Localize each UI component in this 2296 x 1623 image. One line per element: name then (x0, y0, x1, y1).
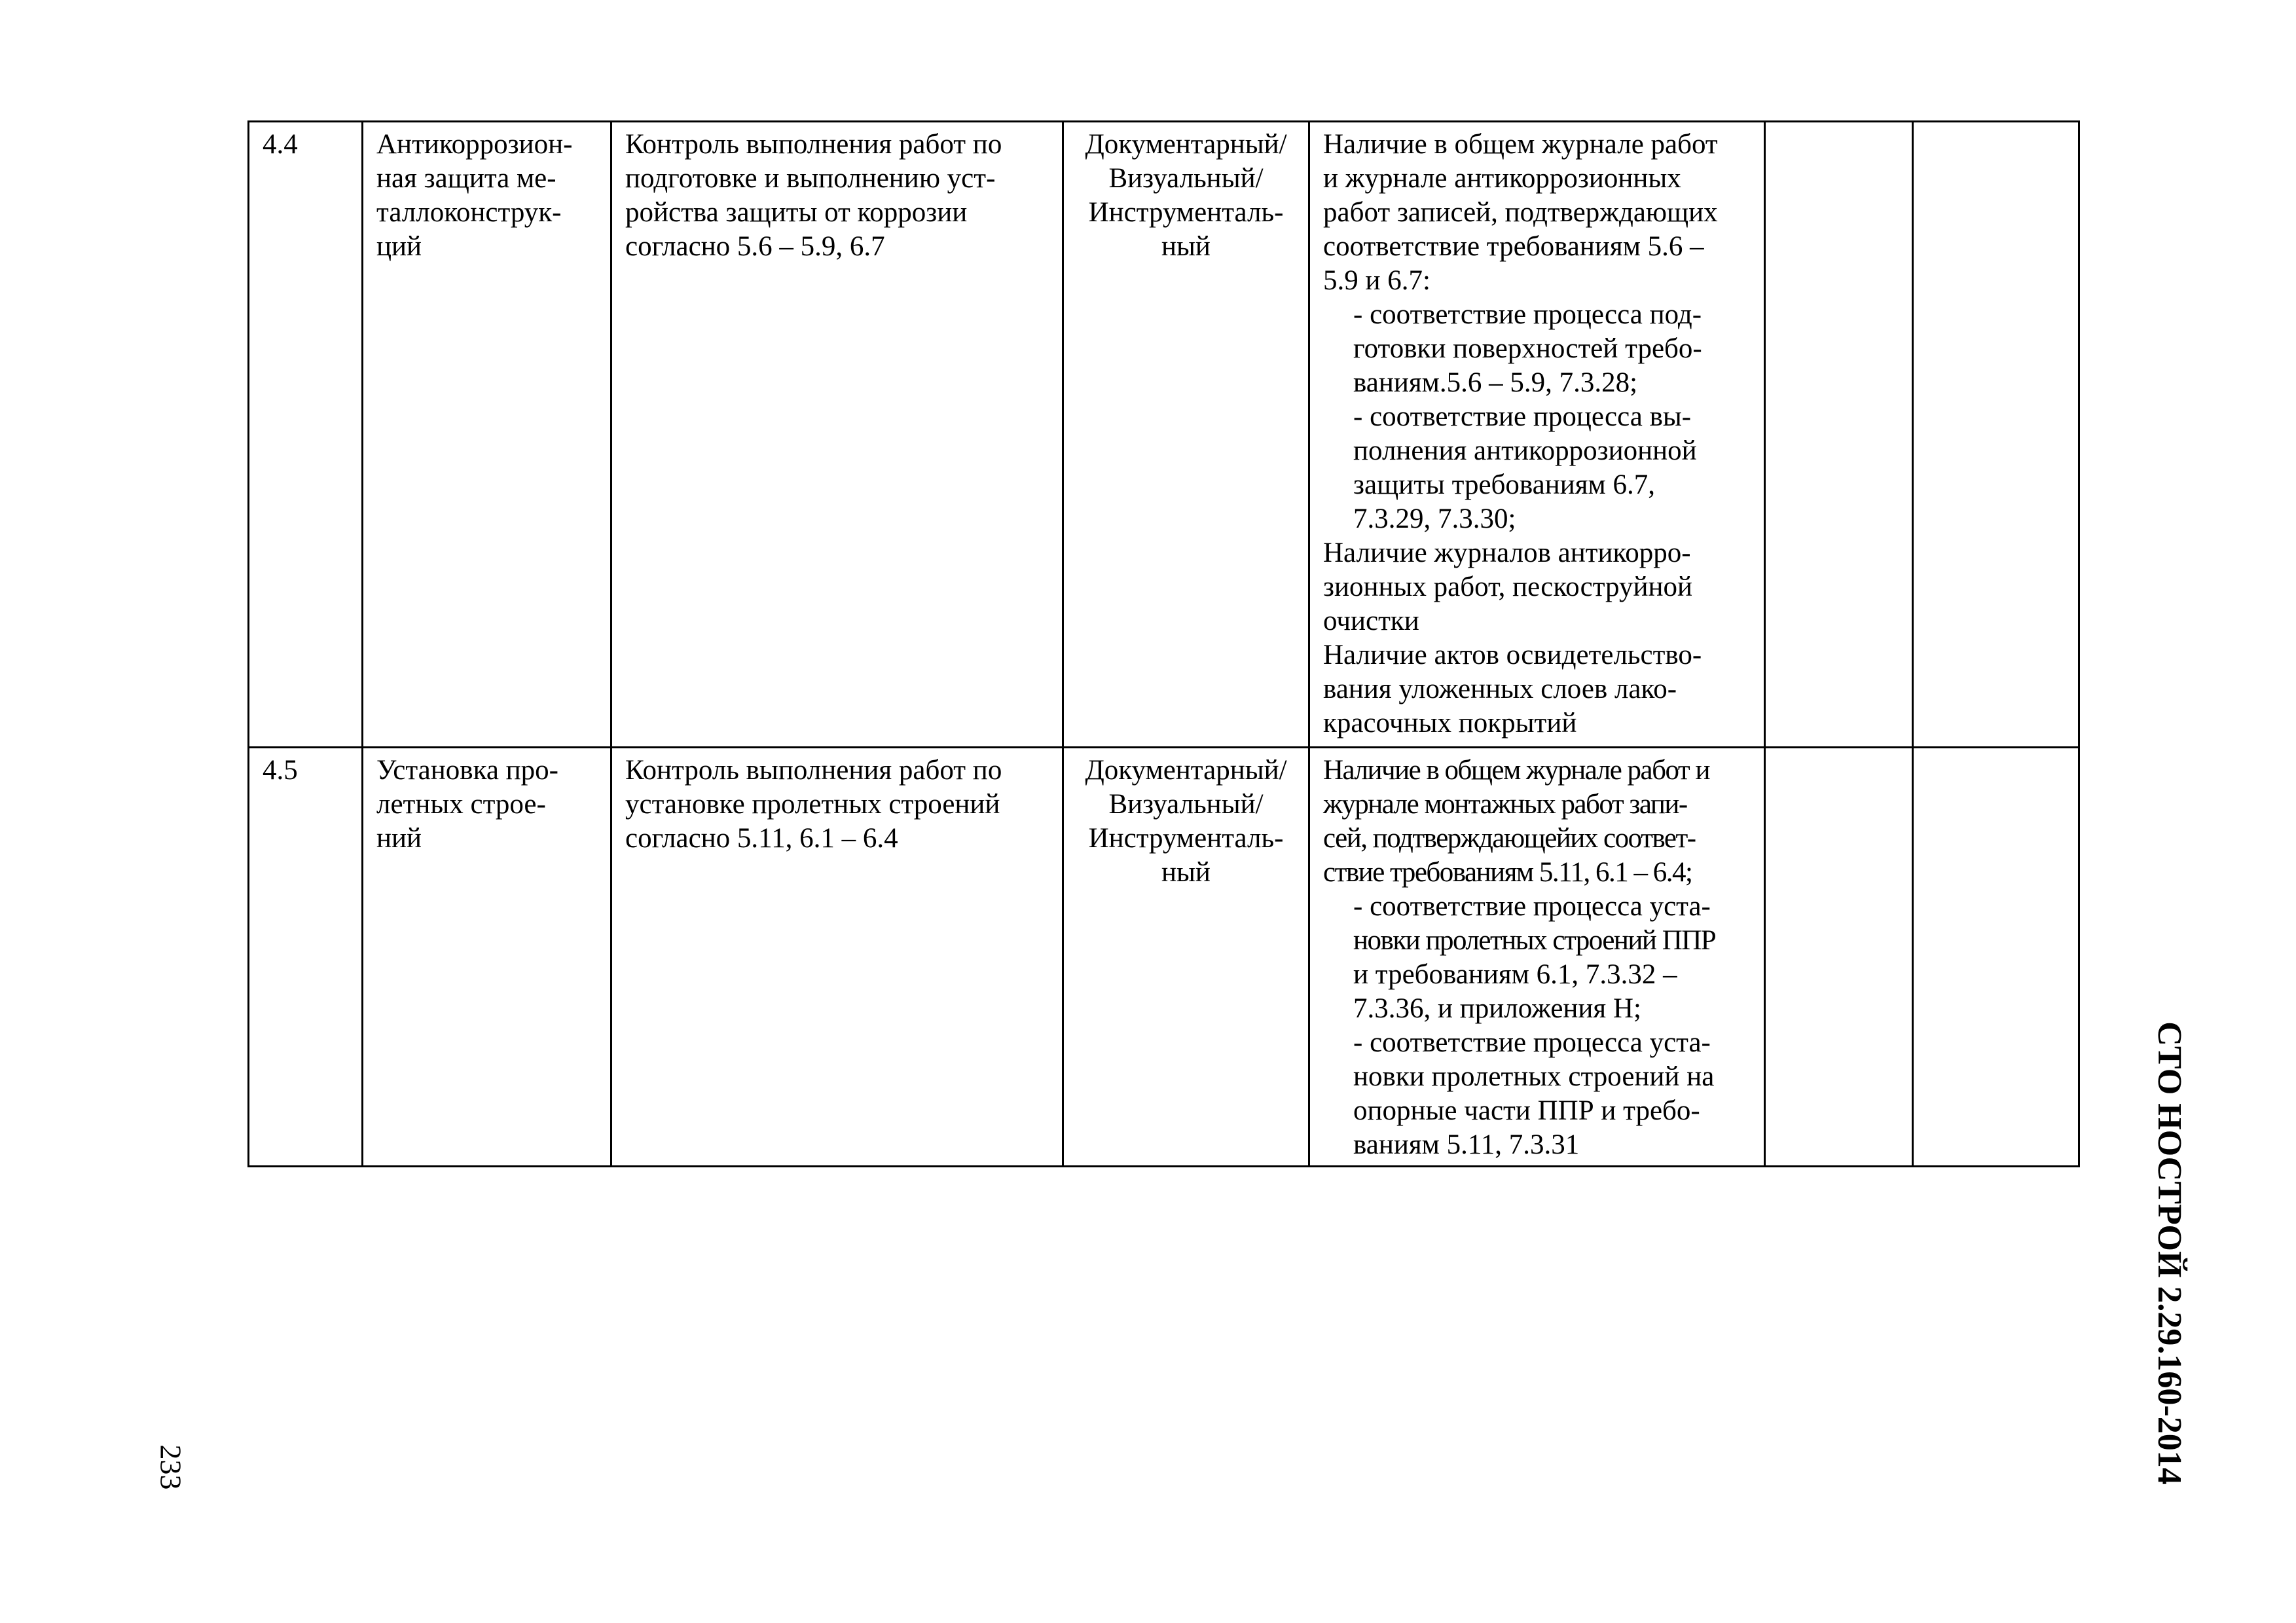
requirement-line: работ записей, подтверждающих (1323, 197, 1718, 228)
method-line: Документарный/ (1085, 129, 1287, 160)
requirement-line: Наличие в общем журнале работ (1323, 129, 1718, 160)
requirement-line: соответствие требованиям 5.6 – (1323, 231, 1704, 262)
requirement-line: вания уложенных слоев лако- (1323, 674, 1677, 704)
requirement-line: и журнале антикоррозионных (1323, 163, 1681, 194)
stage-cell (363, 122, 611, 748)
control-cell (611, 122, 1063, 748)
requirement-line: Наличие актов освидетельство- (1323, 640, 1702, 670)
requirement-line: красочных покрытий (1323, 708, 1577, 739)
requirement-line: ствие требованиям 5.11, 6.1 – 6.4; (1323, 857, 1692, 888)
control-line: согласно 5.11, 6.1 – 6.4 (625, 823, 898, 854)
method-line: Визуальный/ (1108, 789, 1264, 820)
requirement-line: готовки поверхностей требо- (1353, 333, 1702, 364)
requirement-line: - соответствие процесса вы- (1353, 401, 1692, 432)
requirement-line: ваниям 5.11, 7.3.31 (1353, 1129, 1580, 1160)
requirement-cell (1309, 748, 1765, 1167)
requirement-line: 7.3.29, 7.3.30; (1353, 503, 1516, 534)
requirement-line: Наличие в общем журнале работ и (1323, 755, 1709, 786)
requirement-line: 7.3.36, и приложения Н; (1353, 993, 1641, 1024)
stage-line: таллоконструк- (376, 197, 562, 228)
method-line: Визуальный/ (1108, 163, 1264, 194)
control-table (247, 120, 2080, 1167)
control-line: Контроль выполнения работ по (625, 755, 1002, 786)
requirement-line: и требованиям 6.1, 7.3.32 – (1353, 959, 1677, 990)
requirement-line: новки пролетных строений на (1353, 1061, 1715, 1092)
table-row (249, 122, 2079, 748)
control-line: согласно 5.6 – 5.9, 6.7 (625, 231, 885, 262)
requirement-line: - соответствие процесса уста- (1353, 1027, 1711, 1058)
stage-line: ций (376, 231, 422, 262)
requirement-line: - соответствие процесса под- (1353, 299, 1702, 330)
requirement-line: зионных работ, пескоструйной (1323, 572, 1693, 602)
method-line: Инструменталь- (1088, 823, 1284, 854)
control-line: Контроль выполнения работ по (625, 129, 1002, 160)
requirement-line: Наличие журналов антикорро- (1323, 538, 1691, 568)
empty-cell (1913, 122, 2079, 748)
method-line: Инструменталь- (1088, 197, 1284, 228)
requirement-line: полнения антикоррозионной (1353, 435, 1697, 466)
stage-line: Антикоррозион- (376, 129, 573, 160)
requirement-line: - соответствие процесса уста- (1353, 891, 1711, 922)
stage-line: Установка про- (376, 755, 558, 786)
empty-cell (1765, 748, 1913, 1167)
requirement-line: защиты требованиям 6.7, (1353, 469, 1655, 500)
document-header: СТО НОСТРОЙ 2.29.160-2014 (2151, 1021, 2188, 1485)
stage-cell (363, 748, 611, 1167)
method-line: ный (1161, 857, 1211, 888)
control-cell (611, 748, 1063, 1167)
row-number: 4.4 (263, 129, 298, 160)
method-cell (1063, 748, 1309, 1167)
stage-line: ний (376, 823, 422, 854)
row-number-cell (249, 748, 363, 1167)
requirement-line: 5.9 и 6.7: (1323, 265, 1430, 296)
requirement-line: новки пролетных строений ППР (1353, 925, 1716, 956)
requirement-line: сей, подтверждающейих соответ- (1323, 823, 1696, 854)
method-line: ный (1161, 231, 1211, 262)
table-row (249, 748, 2079, 1167)
requirement-line: журнале монтажных работ запи- (1323, 789, 1687, 820)
control-line: подготовке и выполнению уст- (625, 163, 996, 194)
empty-cell (1913, 748, 2079, 1167)
method-cell (1063, 122, 1309, 748)
requirement-cell (1309, 122, 1765, 748)
empty-cell (1765, 122, 1913, 748)
requirement-line: очистки (1323, 606, 1419, 636)
page-number: 233 (154, 1444, 188, 1490)
method-line: Документарный/ (1085, 755, 1287, 786)
control-line: ройства защиты от коррозии (625, 197, 968, 228)
row-number-cell (249, 122, 363, 748)
stage-line: ная защита ме- (376, 163, 556, 194)
requirement-line: ваниям.5.6 – 5.9, 7.3.28; (1353, 367, 1638, 398)
requirement-line: опорные части ППР и требо- (1353, 1095, 1700, 1126)
stage-line: летных строе- (376, 789, 546, 820)
control-line: установке пролетных строений (625, 789, 1000, 820)
row-number: 4.5 (263, 755, 298, 786)
